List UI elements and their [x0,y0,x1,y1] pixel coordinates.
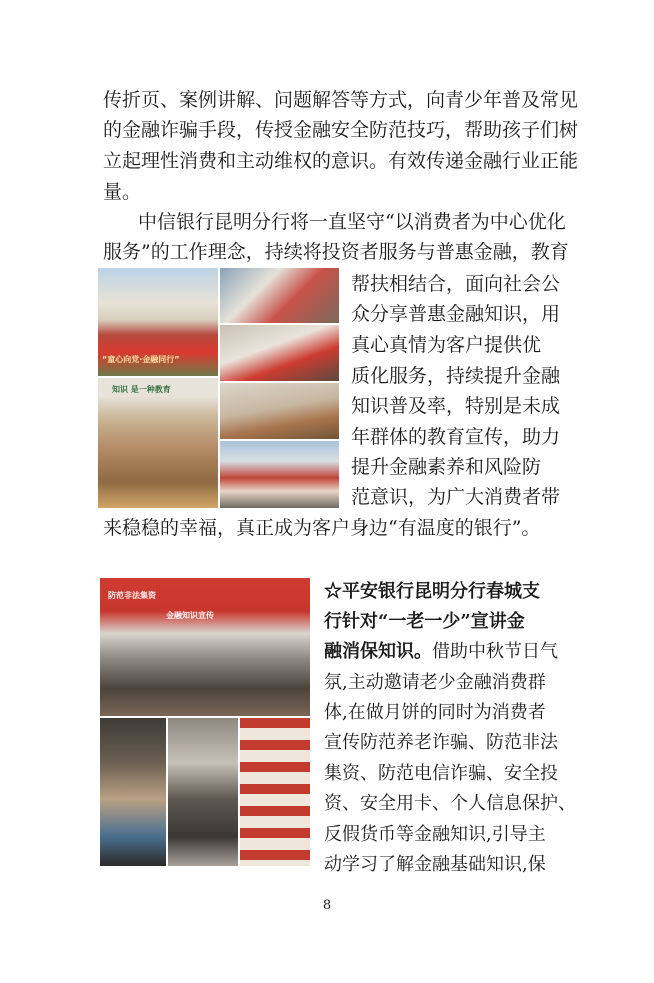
school-group-photo [98,268,218,376]
school-group-banner: “童心向党·金融同行” [102,355,180,364]
intro-line-4: 量。 [103,181,142,203]
pingan-banner-right: 金融知识宣传 [166,611,214,620]
pingan-banner-left: 防范非法集资 [108,591,156,600]
mooncake-event-photo [100,578,310,716]
citic-line-1: 中信银行昆明分行将一直坚守“以消费者为中心优化 [138,211,566,233]
pingan-title-line-1: ☆平安银行昆明分行春城支 [324,581,540,602]
citic-photo-collage [98,268,339,508]
citic-side-line-4: 质化服务，持续提升金融 [351,365,561,387]
pingan-title-end: 融消保知识。 [324,641,432,662]
intro-line-2: 的金融诈骗手段，传授金融安全防范技巧，帮助孩子们树 [103,119,579,141]
intro-line-1: 传折页、案例讲解、问题解答等方式，向青少年普及常见 [103,89,579,111]
intro-line-3: 立起理性消费和主动维权的意识。有效传递金融行业正能 [103,150,579,172]
mooncake-shelf-photo [240,718,310,866]
citic-side-line-8: 范意识，为广大消费者带 [351,486,561,508]
pingan-line-6: 宣传防范养老诈骗、防范非法 [324,732,558,753]
table-people-photo [100,718,166,866]
pingan-line-5: 体,在做月饼的同时为消费者 [324,702,546,723]
lecture-photo [220,325,339,381]
pingan-photo-collage [100,578,310,866]
citic-side-line-3: 真心真情为客户提供优 [351,334,542,356]
classroom-students-photo [98,378,218,508]
citic-side-line-1: 帮扶相结合，面向社会公 [351,273,561,295]
pingan-line-10: 动学习了解金融基础知识,保 [324,854,546,875]
classroom-banner: 知识 是一种教育 [112,385,171,394]
pingan-line-4: 氛,主动邀请老少金融消费群 [324,672,546,693]
pingan-title-line-2: 行针对“一老一少”宣讲金 [324,611,525,632]
citic-last-line: 来稳稳的幸福，真正成为客户身边“有温度的银行”。 [103,517,541,539]
citic-side-line-5: 知识普及率，特别是未成 [351,395,561,417]
pingan-first-tail: 借助中秋节日气 [432,641,558,662]
page-number: 8 [322,898,332,913]
pingan-line-7: 集资、防范电信诈骗、安全投 [324,763,558,784]
citic-line-2: 服务”的工作理念，持续将投资者服务与普惠金融，教育 [103,241,569,263]
pingan-line-8: 资、安全用卡、个人信息保护、 [324,793,576,814]
citic-side-line-2: 众分享普惠金融知识，用 [351,303,561,325]
pingan-line-3 [324,640,558,664]
citic-side-line-7: 提升金融素养和风险防 [351,456,542,478]
group-standing-photo [168,718,238,866]
students-desks-photo [220,383,339,439]
pingan-line-9: 反假货币等金融知识,引导主 [324,824,546,845]
outdoor-group-photo [220,441,339,508]
citic-side-line-6: 年群体的教育宣传，助力 [351,426,561,448]
classroom-teacher-photo [220,268,339,323]
